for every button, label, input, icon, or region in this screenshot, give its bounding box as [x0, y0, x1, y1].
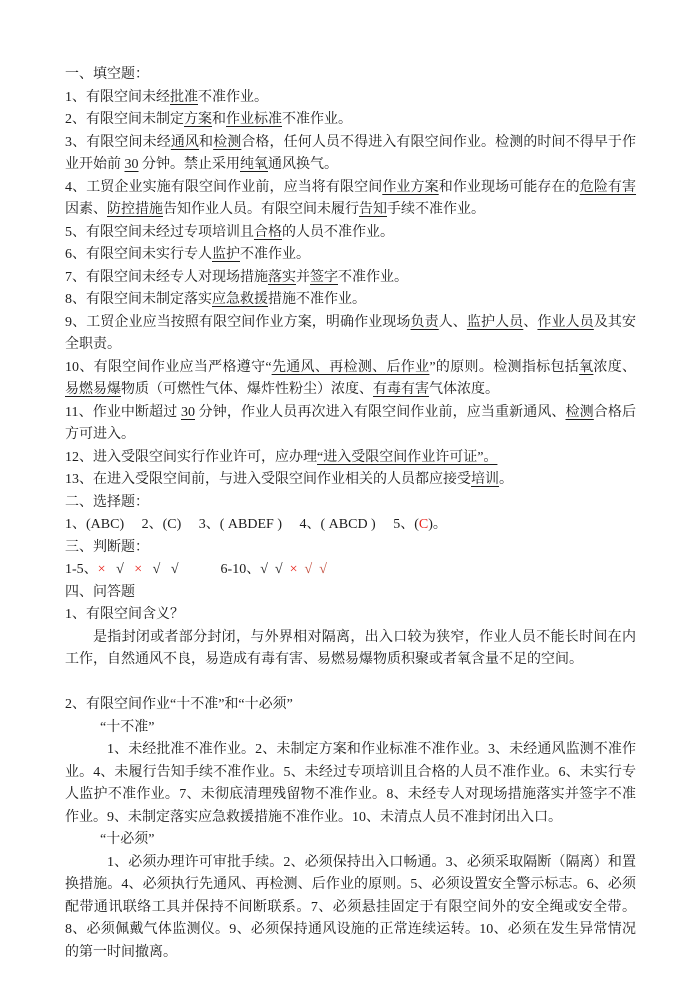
text-run: √	[116, 562, 124, 577]
text-run: √	[260, 562, 268, 577]
text-run: 1、未经批准不准作业。2、未制定方案和作业标准不准作业。3、未经通风监测不准作业。4、未履行告知手续不准作业。5、未经过专项培训且合格的人员不准作业。6、未实行专人监护不准作业。7、未彻底清理残留物不准作业。8、未经专人对现场措施落实并签字不准作业。9、未制定落实应急救援措施不准作业。10、未清点人员不准封闭出入口。	[65, 742, 636, 825]
text-run: √	[152, 562, 161, 577]
text-run: √	[274, 562, 283, 577]
graded-mark: C	[418, 517, 429, 532]
text-run: 4、工贸企业实施有限空间作业前，应当将有限空间	[65, 179, 383, 195]
text-run: 8、有限空间未制定落实	[65, 292, 212, 307]
fill-item-6	[65, 244, 636, 267]
fill-item-8	[65, 289, 636, 312]
text-run: 四、问答题	[65, 584, 135, 600]
fill-item-4	[65, 177, 636, 222]
fill-item-13	[65, 469, 636, 492]
text-run: 12、进入受限空间实行作业许可，应办理	[65, 449, 317, 465]
text-run: 1、(ABC) 2、(C) 3、( ABDEF ) 4、( ABCD ) 5、(	[65, 517, 419, 532]
answer-underlined-text: 30	[124, 157, 139, 172]
fill-item-9	[65, 312, 636, 357]
answer-underlined-text: 作业人员	[537, 314, 594, 330]
fill-item-3	[65, 132, 636, 177]
answer-underlined-text: 作业方案	[382, 179, 439, 195]
fill-item-5	[65, 222, 636, 245]
text-run: 浓度、	[593, 359, 637, 375]
answer-underlined-text: 负责	[410, 314, 439, 330]
text-run: 合格后方可进入。	[65, 404, 637, 442]
ten-must-title	[65, 829, 636, 852]
answer-underlined-text: 告知	[359, 202, 387, 217]
text-run: 2、有限空间作业“十不准”和“十必须”	[65, 697, 293, 712]
answer-underlined-text: 氧	[579, 359, 594, 375]
text-run: 不准作业。	[338, 269, 408, 285]
text-run: √	[170, 562, 179, 577]
text-run: 和作业现场可能存在的	[438, 179, 580, 195]
graded-mark: √	[319, 562, 327, 577]
ten-forbidden-title	[65, 717, 636, 740]
text-run	[298, 562, 305, 577]
text-run: 6、有限空间未实行专人	[65, 247, 212, 262]
graded-mark: ×	[289, 562, 298, 577]
answer-underlined-text: 纯氧	[240, 157, 268, 172]
text-run: “十必须”	[100, 832, 155, 847]
answer-underlined-text: 落实	[268, 269, 296, 285]
answer-underlined-text: 易燃易爆	[65, 382, 121, 397]
text-run: 3、有限空间未经	[65, 134, 171, 150]
text-run: 不准作业。	[198, 89, 268, 105]
answer-underlined-text: 检测	[565, 404, 594, 420]
text-run	[142, 562, 153, 577]
text-run: ”的原则。检测指标包括	[429, 359, 580, 375]
graded-mark: ×	[134, 562, 143, 577]
graded-mark: ×	[97, 562, 106, 577]
answer-underlined-text: 批准	[170, 89, 198, 105]
section-3-heading	[65, 537, 636, 560]
fill-item-1	[65, 87, 636, 110]
text-run: 三、判断题：	[65, 539, 149, 555]
text-run: 7、有限空间未经专人对现场措施	[65, 269, 268, 285]
text-run: 一、填空题：	[65, 67, 149, 82]
text-run: 气体浓度。	[429, 382, 499, 397]
text-run	[268, 562, 275, 577]
text-run: 物质（可燃性气体、爆炸性粉尘）浓度、	[121, 382, 373, 397]
text-run: 合格，任何人员不得进入有限空间作业。检测的时间不得早于作业开始前	[65, 134, 637, 172]
ten-must-items	[65, 852, 636, 965]
text-run: 措施不准作业。	[268, 292, 366, 307]
answer-underlined-text: 培训	[471, 472, 499, 487]
text-run: 分钟。禁止采用	[138, 157, 240, 172]
essay-question-1	[65, 604, 636, 627]
text-run: 13、在进入受限空间前，与进入受限空间作业相关的人员都应接受	[65, 472, 471, 487]
answer-underlined-text: 监护人员	[466, 314, 524, 330]
section-4-heading	[65, 582, 636, 605]
text-run	[160, 562, 171, 577]
essay-question-2	[65, 694, 636, 717]
text-run: 通风换气。	[268, 157, 338, 172]
text-run: 10、有限空间作业应当严格遵守“	[65, 359, 272, 375]
text-run: 1、有限空间未经	[65, 89, 170, 105]
text-run: 及其安全职责。	[65, 314, 637, 352]
fill-item-12	[65, 447, 636, 470]
text-run: 1、有限空间含义？	[65, 607, 184, 622]
answer-underlined-text: 先通风、再检测、后作业	[271, 359, 430, 375]
fill-item-7	[65, 267, 636, 290]
spacer	[65, 672, 636, 695]
text-run: 手续不准作业。	[387, 202, 485, 217]
text-run: 不准作业。	[240, 247, 310, 262]
judgment-answers	[65, 559, 636, 582]
answer-underlined-text: 有毒有害	[373, 382, 429, 397]
fill-item-11	[65, 402, 636, 447]
text-run: 和	[199, 134, 214, 150]
text-run: 告知作业人员。有限空间未履行	[163, 202, 359, 217]
answer-underlined-text: 方案	[184, 112, 212, 127]
text-run: 、	[523, 314, 538, 330]
answer-underlined-text: 检测	[213, 134, 242, 150]
answer-underlined-text: 通风	[170, 134, 200, 150]
text-run: 2、有限空间未制定	[65, 112, 184, 127]
text-run	[124, 562, 135, 577]
text-run: 9、工贸企业应当按照有限空间作业方案，明确作业现场	[65, 314, 411, 330]
text-run: 分钟，作业人员再次进入有限空间作业前，应当重新通风、	[195, 404, 566, 420]
text-run	[283, 562, 290, 577]
answer-underlined-text: 监护	[212, 247, 240, 262]
essay-answer-1	[65, 627, 636, 672]
document-body	[65, 64, 636, 964]
text-run: 1、必须办理许可审批手续。2、必须保持出入口畅通。3、必须采取隔断（隔离）和置换措施。4、必须执行先通风、再检测、后作业的原则。5、必须设置安全警示标志。6、必须配带通讯联络工具并保持不间断联系。7、必须悬挂固定于有限空间外的安全绳或安全带。8、必须佩戴气体监测仪。9、必须保持通风设施的正常连续运转。10、必须在发生异常情况的第一时间撤离。	[65, 854, 636, 960]
fill-item-2	[65, 109, 636, 132]
text-run: “十不准”	[100, 719, 155, 735]
text-run: 是指封闭或者部分封闭，与外界相对隔离，出入口较为狭窄，作业人员不能长时间在内工作，自然通风不良，易造成有毒有害、易燃易爆物质积聚或者氧含量不足的空间。	[65, 629, 636, 667]
answer-underlined-text: 防控措施	[107, 202, 163, 217]
text-run: 。	[499, 472, 513, 487]
answer-underlined-text: 应急救援	[212, 292, 268, 307]
graded-mark: √	[304, 562, 313, 577]
choice-answers	[65, 514, 636, 537]
fill-item-10	[65, 357, 636, 402]
text-run: 因素、	[65, 202, 107, 217]
answer-underlined-text: 合格	[254, 224, 282, 240]
text-run: 和	[212, 112, 226, 127]
text-run: 1-5、	[65, 562, 98, 577]
text-run: 的人员不准作业。	[282, 224, 394, 240]
answer-underlined-text: 签字	[310, 269, 338, 285]
ten-forbidden-items	[65, 739, 636, 829]
answer-underlined-text: 危险有害	[579, 179, 637, 195]
text-run: )。	[428, 517, 447, 532]
text-run: 二、选择题：	[65, 494, 149, 510]
section-2-heading	[65, 492, 636, 515]
text-run: 6-10、	[178, 562, 261, 577]
answer-underlined-text: “进入受限空间作业许可证”。	[317, 449, 498, 465]
text-run: 11、作业中断超过	[65, 404, 181, 420]
text-run: 并	[296, 269, 310, 285]
text-run: 5、有限空间未经过专项培训且	[65, 224, 254, 240]
text-run	[106, 562, 117, 577]
section-1-heading	[65, 64, 636, 87]
answer-underlined-text: 30	[181, 404, 195, 420]
answer-underlined-text: 作业标准	[226, 112, 282, 127]
text-run: 人、	[438, 314, 467, 330]
text-run: 不准作业。	[282, 112, 352, 127]
